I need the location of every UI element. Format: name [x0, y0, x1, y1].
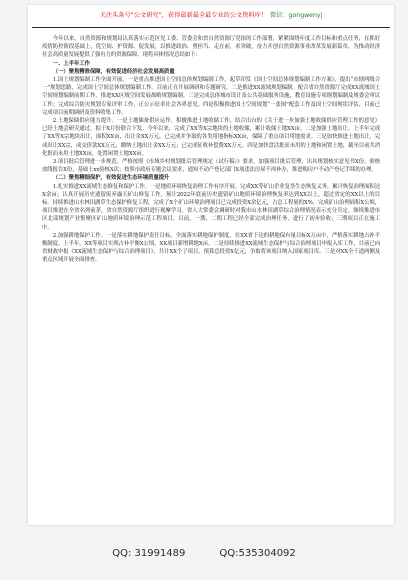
banner-notice: 关注头条号“公文研究”，获得最新最全最专业的公文资料库！ [99, 12, 267, 19]
header-banner [28, 5, 394, 27]
document-page [28, 5, 394, 525]
body-paragraph: 今年以来，自然资源和规划局认真落实示范区党工委、管委会和省自然资源厅党组的工作部署，紧紧围绕年度工作目标和重点任务，在抓好疫情防控阶段基础上，优空间、护资源、促发展，以推进政治、勇担当、走在前，求突破，奋力开创自然资源事业改革发展新篇章，为推动经济社会高质量发展提供了强有力的资源保障。现将具体情况总结如下： [42, 36, 380, 59]
body-paragraph: 1.国土规划编制工作全面开展。一是重点推进国土空间总体规划编制工作，起草印发《国土空间总体规划编制工作方案》，提出“市辖两级合一”规划思路，完成国土空间总体规划编制工作。目前正在开展调研和专题研究。二是推进XX流域规划编制。配合省自然资源厅完成XX流域国土空间规划编制前期工作，推进XX区域空间发展战略规划编制。三是完成总体城市设计及公共基础服务设施、教育设施专项规划编制及规委会审议工作；完成综合防灾规划专家评审工作，正公示征求社会各界意见。四是积极推进国土空间规划“一张图”配套工作及国土空间现状评估，目前已完成项目前期调研及资料收集工作。 [42, 77, 380, 116]
subsection-heading: （二）聚焦精细保护，有效促进生态环境质量提升 [52, 175, 170, 182]
subsection-heading: （一）聚焦精准保障，有效促进经济社会发展高质量 [52, 68, 175, 75]
section-heading: 一、上半年工作 [52, 60, 90, 67]
footer-qq-secondary: QQ:535304092 [219, 548, 296, 559]
body-paragraph: 1.扎实推进XX流域生态修复和保护工作。一是地质环境恢复治理工作有序开展。完成XX等矿山企业复垦生态恢复义务，累计恢复治理面积达X余亩；认真开展历史遗留废弃露天矿山修复工作，预计2022年底前历史遗留矿山地质环境治理恢复率达到XX以上，超过省定的XX以上的目标。持续推进山水林田湖草生态保护修复工程，完成了X个矿山环境治理项目已完成投资X余亿元，占总工程量的X%。完成矿山治理面积X公顷，项目推进在全省名列前茅，省自然资源厅组织进行观摩学习。省人大常委会调研时对我市山水林田湖草综合治理情况表示充分肯定。继续推进市区北部规划产业集聚区矿山地质环境治理示范工程项目，目前，一期、二期工程已经全部完成治理任务，进行了初步验收；三期项目正在施工中。 [42, 183, 380, 231]
document-body [42, 35, 380, 265]
header-divider [32, 27, 390, 28]
body-paragraph: 2.土地保储供应能力提升。一是土地储备供应运作。积极推进土地收储工作，结合出台的《关于进一步加强土地收储供应管理工作的意见》已经土地会研究通过，拟于X月份联合下发。今年以来，完成了XX等X宗地块的土地收储，累计收储土地XX亩。二是加强土地出让。上半年完成了XX等X宗地块出让，面积XX亩，出让金XX万元。已完成并争取的各类用地指标XX亩，保障了重点项目用地需求。三是加快推进土地出让，完成出让XX宗，成交价款XX万元；缴纳土地出让金XX万元；已完成征收补偿费XX万元。四是加快盘活批而未用的土地和闲置土地，截至目前共消化批而未用土地XX亩，处置闲置土地XX亩。 [42, 118, 380, 157]
banner-contact: 微信：gongwenyj [270, 12, 323, 19]
footer-qq: QQ: 31991489 [112, 548, 186, 559]
body-paragraph: 2.加强耕地保护工作。一是落实耕地保护责任目标，全面落实耕地保护制度，在XX省下达的耕地保有量目标X万亩中，严格落实耕地占补平衡制度。上半年，XX等项目实现占补平衡X公顷，XX项目新增耕地X亩。二是持续推进XX流域生态保护与综合治理项目申报入库工作，目前已向省财政申报《XX流域生态保护与综合治理项目》，共计XX个子项目，预算总投资X亿元，争取将该项目纳入国家项目库。三是对XX全干道两侧及重点区域开展全面排查。 [42, 232, 380, 264]
body-paragraph: 3.项目批后管理进一步规范。严格按照《市域乡村规划批后管理规定（试行稿）》要求，加强项目批后管理，出具规划核实意见书X份、验核放线报告X份，基础土xx验核X次；按照市政府专题会议要求，通知不动产登记部门X项违法房屋不再补办，推进购房户不动产登记手续的办理。 [42, 159, 380, 174]
footer-contact-bar [0, 528, 408, 580]
